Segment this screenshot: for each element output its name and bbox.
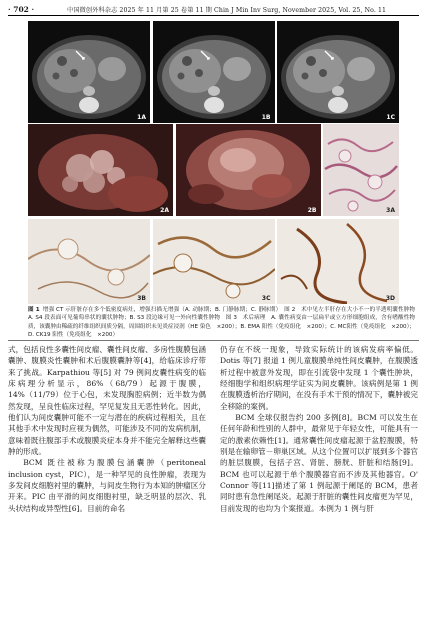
caption-text: 增强 CT 示肝脏存在多个低密度病灶，增强扫描无增强（A. 动脉期；B. 门静脉期；C. 静脉期） 图 2 术中见左半肝存在大小不一的半透明囊性肿物 A. S4 段表面可见葡萄串状的囊状肿物；B. S3 段边缘可见一外向性囊性肿物 图 3 术后病理 A. 囊性病变由一层扁平或立方形细胞组成，含有嗜酸性物质，该囊肿由稀疏的纤维组织间质分隔，周围组织未见炎症浸润（HE 染色 ×200）；B. EMA 阳性（免疫组化 ×200）；C. MC阳性（免疫组化 ×200）；D. CK19 阳性（免疫组化 ×200） <box>28 307 421 339</box>
page-number: · 702 · <box>8 4 35 14</box>
journal-info: 中国微创外科杂志 2025 年 11 月第 25 卷第 11 期 Chin J Min Inv Surg, November 2025, Vol. 25, No. 11 <box>67 6 387 14</box>
ct-scan-graphic <box>153 21 275 123</box>
panel-label: 1C <box>386 114 395 121</box>
body-column-left <box>8 344 206 514</box>
panel-label: 2B <box>307 207 317 214</box>
ct-image-portal <box>153 21 275 123</box>
ct-image-venous <box>277 21 399 123</box>
he-stain-image <box>323 124 399 216</box>
ihc-mc-image <box>153 219 275 304</box>
divider <box>8 340 419 341</box>
figure-row-ihc <box>28 219 399 304</box>
paragraph: 式，包括良性多囊性间皮瘤、囊性间皮瘤、多房性腹膜包涵囊肿、腹膜炎性囊肿和术后腹膜囊肿等[4]，给临床诊疗带来了挑战。Karpathiou 等[5] 对 79 例间皮囊性病变的临床病理分析显示，86%（68/79）起源于腹膜，14%（11/79）位于心包，未发现胸腔病例；近半数为偶然发现，呈良性临床过程，罕见复发且无恶性转化。因此，他们认为间皮囊肿可能不一定与潜在的疾病过程相关，且在其他手术中发现时应视为偶然，可能涉及不同的发病机制，意味着既往腹部手术或腹膜炎症本身并不能完全解释这些囊肿的形成。 <box>8 345 206 457</box>
figure-row-surgery <box>28 124 399 216</box>
ihc-graphic <box>153 219 275 304</box>
panel-label: 3B <box>137 295 146 302</box>
ihc-graphic <box>28 219 150 304</box>
ct-scan-graphic <box>277 21 399 123</box>
ct-image-arterial <box>28 21 150 123</box>
ihc-ema-image <box>28 219 150 304</box>
laparoscopy-graphic <box>28 124 173 216</box>
panel-label: 1B <box>261 114 271 121</box>
ct-scan-graphic <box>28 21 150 123</box>
histology-graphic <box>323 124 399 216</box>
caption-label: 图 1 <box>28 307 40 313</box>
panel-label: 3A <box>386 207 395 214</box>
paragraph: 仍存在不统一现象，导致实际统计的该病发病率偏低。Dotis 等[7] 报道 1 例儿童腹膜单纯性间皮囊肿，在腹膜透析过程中被意外发现，即在引流袋中发现 1 个囊性肿块，经细胞学和组织病理学证实为间皮囊肿。该病例是第 1 例在腹膜透析治疗期间，在没有手术干预的情况下，囊肿被完全移除的案例。 <box>220 345 418 411</box>
laparoscopy-graphic <box>176 124 321 216</box>
panel-label: 1A <box>137 114 146 121</box>
figure-caption <box>28 306 421 340</box>
paragraph: BCM 既往被称为腹膜包涵囊肿（peritoneal inclusion cyst，PIC），是一种罕见的良性肿瘤，表现为多发间皮细胞衬里的囊肿，与间皮生物行为本知的肿瘤区分开来。PIC 由平滑的间皮细胞衬里，缺乏明显的层次、乳头状结构或异型性[6]。目前的命名 <box>8 458 206 513</box>
ihc-ck19-image <box>277 219 399 304</box>
paragraph: BCM 全球仅报告约 200 多例[8]。BCM 可以发生在任何年龄和性别的人群中，最常见于年轻女性，可能具有一定的激素依赖性[1]。通常囊性间皮瘤起源于盆腔腹膜，特别是在输卵管－卵巢区域。从这个位置可以扩展到多个器官的脏层腹膜，包括子宫、肾脏、膀胱、肝脏和结肠[9]。BCM 也可以起源于单个腹膜器官而不涉及其他器官。O' Connor 等[11]描述了第 1 例起源于阑尾的 BCM，患者同时患有急性阑尾炎。起源于肝脏的囊性间皮瘤更为罕见，目前发现的也均为个案报道。本例为 1 例与肝 <box>220 413 418 513</box>
figure-row-ct <box>28 21 399 123</box>
surgical-image-s4 <box>28 124 173 216</box>
panel-label: 3D <box>385 295 395 302</box>
running-header <box>8 3 419 16</box>
body-column-right <box>220 344 418 514</box>
ihc-graphic <box>277 219 399 304</box>
surgical-image-s3 <box>176 124 321 216</box>
panel-label: 3C <box>261 295 271 302</box>
panel-label: 2A <box>160 207 169 214</box>
